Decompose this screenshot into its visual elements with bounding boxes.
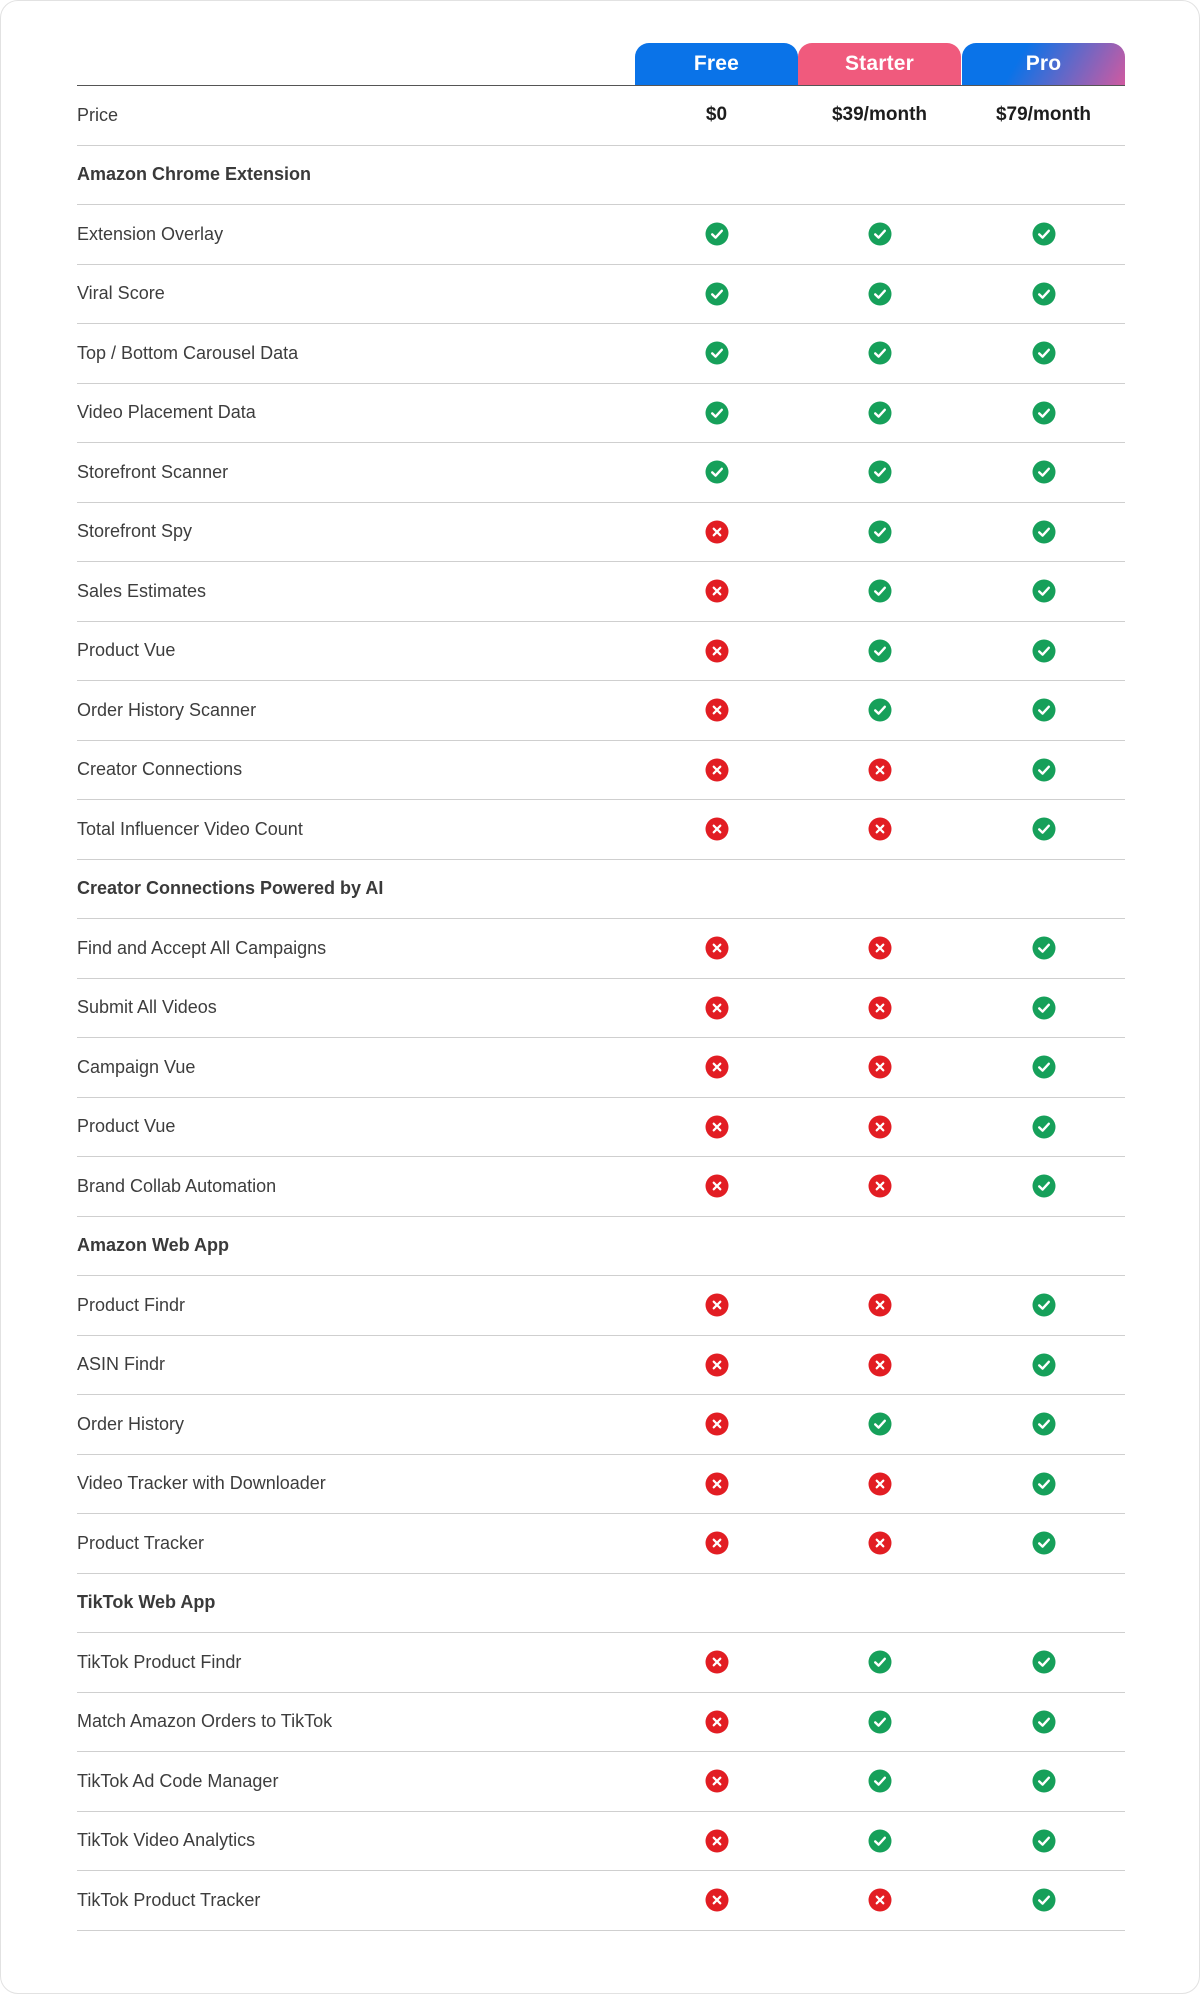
check-icon: [705, 401, 729, 425]
availability-cell-starter: [798, 1514, 961, 1573]
feature-label: Viral Score: [77, 283, 165, 304]
check-icon: [705, 222, 729, 246]
check-icon: [1032, 936, 1056, 960]
check-icon: [868, 401, 892, 425]
cross-icon: [705, 1412, 729, 1436]
check-icon: [868, 282, 892, 306]
availability-cell-starter: [798, 1098, 961, 1157]
availability-cell-starter: [798, 562, 961, 621]
availability-cell-starter: [798, 800, 961, 859]
feature-label: Campaign Vue: [77, 1056, 196, 1077]
feature-row: [77, 979, 1125, 1039]
cross-icon: [705, 1888, 729, 1912]
check-icon: [1032, 401, 1056, 425]
feature-label: Brand Collab Automation: [77, 1175, 277, 1196]
availability-cell-pro: [962, 1276, 1125, 1335]
availability-cell-starter: [798, 503, 961, 562]
feature-row: [77, 1871, 1125, 1931]
check-icon: [1032, 698, 1056, 722]
check-icon: [1032, 1293, 1056, 1317]
availability-cell-free: [635, 1395, 798, 1454]
cross-icon: [705, 1115, 729, 1139]
feature-label: Order History Scanner: [77, 699, 257, 720]
availability-cell-pro: [962, 1455, 1125, 1514]
cross-icon: [705, 520, 729, 544]
feature-row: [77, 1455, 1125, 1515]
cross-icon: [705, 1650, 729, 1674]
availability-cell-starter: [798, 979, 961, 1038]
availability-cell-free: [635, 503, 798, 562]
plan-tab-pro[interactable]: Pro: [962, 43, 1125, 85]
check-icon: [705, 341, 729, 365]
feature-row: [77, 562, 1125, 622]
availability-cell-starter: [798, 1038, 961, 1097]
check-icon: [868, 520, 892, 544]
availability-cell-starter: [798, 443, 961, 502]
feature-label: TikTok Product Findr: [77, 1651, 242, 1672]
section-header-row: [77, 1574, 1125, 1634]
section-title: Amazon Chrome Extension: [77, 164, 312, 185]
availability-cell-pro: [962, 681, 1125, 740]
section-title: Creator Connections Powered by AI: [77, 878, 384, 899]
feature-label: Storefront Scanner: [77, 461, 229, 482]
feature-label: Submit All Videos: [77, 997, 217, 1018]
availability-cell-pro: [962, 1633, 1125, 1692]
feature-row: [77, 1157, 1125, 1217]
availability-cell-starter: [798, 1633, 961, 1692]
feature-row: [77, 622, 1125, 682]
check-icon: [868, 698, 892, 722]
check-icon: [1032, 1115, 1056, 1139]
feature-label: Product Tracker: [77, 1532, 205, 1553]
availability-cell-free: [635, 741, 798, 800]
check-icon: [868, 1412, 892, 1436]
check-icon: [1032, 1888, 1056, 1912]
cross-icon: [705, 1174, 729, 1198]
plan-tab-free[interactable]: Free: [635, 43, 798, 85]
check-icon: [868, 460, 892, 484]
check-icon: [868, 341, 892, 365]
cross-icon: [868, 1531, 892, 1555]
availability-cell-free: [635, 1098, 798, 1157]
price-cell-starter: [798, 86, 961, 145]
availability-cell-free: [635, 265, 798, 324]
feature-row: [77, 324, 1125, 384]
availability-cell-free: [635, 1693, 798, 1752]
check-icon: [868, 639, 892, 663]
availability-cell-pro: [962, 443, 1125, 502]
availability-cell-starter: [798, 1157, 961, 1216]
feature-row: [77, 384, 1125, 444]
availability-cell-free: [635, 622, 798, 681]
cross-icon: [868, 758, 892, 782]
feature-row: [77, 1395, 1125, 1455]
cross-icon: [868, 1888, 892, 1912]
check-icon: [868, 1829, 892, 1853]
feature-label: Storefront Spy: [77, 521, 193, 542]
feature-row: [77, 1633, 1125, 1693]
feature-row: [77, 1752, 1125, 1812]
availability-cell-free: [635, 1455, 798, 1514]
availability-cell-starter: [798, 741, 961, 800]
check-icon: [1032, 1710, 1056, 1734]
section-header-row: [77, 1217, 1125, 1277]
feature-label: Product Findr: [77, 1294, 186, 1315]
availability-cell-starter: [798, 681, 961, 740]
cross-icon: [868, 817, 892, 841]
feature-row: [77, 503, 1125, 563]
check-icon: [868, 222, 892, 246]
cross-icon: [868, 1293, 892, 1317]
cross-icon: [705, 1829, 729, 1853]
check-icon: [1032, 639, 1056, 663]
cross-icon: [705, 698, 729, 722]
availability-cell-free: [635, 1276, 798, 1335]
check-icon: [1032, 1353, 1056, 1377]
cross-icon: [705, 1353, 729, 1377]
check-icon: [1032, 460, 1056, 484]
availability-cell-pro: [962, 1871, 1125, 1930]
feature-label: Video Placement Data: [77, 402, 256, 423]
feature-label: Find and Accept All Campaigns: [77, 937, 327, 958]
check-icon: [1032, 1055, 1056, 1079]
availability-cell-free: [635, 1514, 798, 1573]
availability-cell-pro: [962, 622, 1125, 681]
feature-row: [77, 1693, 1125, 1753]
price-cell-free: [635, 86, 798, 145]
check-icon: [1032, 1650, 1056, 1674]
check-icon: [705, 460, 729, 484]
feature-label: TikTok Ad Code Manager: [77, 1770, 279, 1791]
cross-icon: [705, 639, 729, 663]
availability-cell-starter: [798, 265, 961, 324]
feature-row: [77, 800, 1125, 860]
plan-tab-starter[interactable]: Starter: [798, 43, 961, 85]
feature-row: [77, 205, 1125, 265]
availability-cell-starter: [798, 1395, 961, 1454]
check-icon: [1032, 222, 1056, 246]
feature-row: [77, 1098, 1125, 1158]
feature-label: Total Influencer Video Count: [77, 818, 303, 839]
availability-cell-starter: [798, 1693, 961, 1752]
availability-cell-free: [635, 443, 798, 502]
availability-cell-pro: [962, 384, 1125, 443]
check-icon: [868, 579, 892, 603]
availability-cell-pro: [962, 1038, 1125, 1097]
feature-label: Product Vue: [77, 640, 176, 661]
price-starter: $39/month: [831, 104, 928, 126]
availability-cell-starter: [798, 1336, 961, 1395]
feature-label: TikTok Product Tracker: [77, 1889, 261, 1910]
availability-cell-pro: [962, 562, 1125, 621]
cross-icon: [705, 579, 729, 603]
feature-row: [77, 1514, 1125, 1574]
feature-row: [77, 1336, 1125, 1396]
availability-cell-starter: [798, 1871, 961, 1930]
availability-cell-free: [635, 1633, 798, 1692]
availability-cell-pro: [962, 1098, 1125, 1157]
availability-cell-pro: [962, 741, 1125, 800]
availability-cell-free: [635, 919, 798, 978]
section-header-row: [77, 146, 1125, 206]
cross-icon: [868, 1353, 892, 1377]
feature-label: Video Tracker with Downloader: [77, 1473, 326, 1494]
check-icon: [1032, 520, 1056, 544]
feature-row: [77, 741, 1125, 801]
availability-cell-free: [635, 384, 798, 443]
feature-row: [77, 919, 1125, 979]
cross-icon: [705, 1769, 729, 1793]
feature-label: Match Amazon Orders to TikTok: [77, 1711, 333, 1732]
check-icon: [1032, 758, 1056, 782]
cross-icon: [868, 1055, 892, 1079]
availability-cell-free: [635, 979, 798, 1038]
check-icon: [705, 282, 729, 306]
check-icon: [1032, 996, 1056, 1020]
feature-row: [77, 681, 1125, 741]
feature-label: Sales Estimates: [77, 580, 207, 601]
check-icon: [1032, 1472, 1056, 1496]
availability-cell-pro: [962, 205, 1125, 264]
availability-cell-starter: [798, 324, 961, 383]
availability-cell-pro: [962, 324, 1125, 383]
availability-cell-free: [635, 1038, 798, 1097]
availability-cell-pro: [962, 1752, 1125, 1811]
cross-icon: [705, 758, 729, 782]
check-icon: [1032, 1174, 1056, 1198]
availability-cell-free: [635, 1871, 798, 1930]
price-cell-pro: [962, 86, 1125, 145]
feature-label: Extension Overlay: [77, 223, 224, 244]
availability-cell-starter: [798, 1752, 961, 1811]
availability-cell-pro: [962, 1514, 1125, 1573]
check-icon: [868, 1710, 892, 1734]
check-icon: [1032, 282, 1056, 306]
availability-cell-pro: [962, 979, 1125, 1038]
availability-cell-pro: [962, 1395, 1125, 1454]
feature-row: [77, 1812, 1125, 1872]
feature-label: Order History: [77, 1413, 185, 1434]
cross-icon: [868, 1472, 892, 1496]
availability-cell-free: [635, 681, 798, 740]
check-icon: [1032, 341, 1056, 365]
cross-icon: [705, 1055, 729, 1079]
check-icon: [1032, 579, 1056, 603]
check-icon: [1032, 1531, 1056, 1555]
cross-icon: [868, 936, 892, 960]
feature-label: Product Vue: [77, 1116, 176, 1137]
availability-cell-starter: [798, 1455, 961, 1514]
availability-cell-starter: [798, 1812, 961, 1871]
section-header-row: [77, 860, 1125, 920]
availability-cell-free: [635, 562, 798, 621]
availability-cell-pro: [962, 1336, 1125, 1395]
section-title: TikTok Web App: [77, 1592, 216, 1613]
check-icon: [868, 1650, 892, 1674]
availability-cell-free: [635, 324, 798, 383]
feature-label: Top / Bottom Carousel Data: [77, 342, 299, 363]
cross-icon: [705, 1472, 729, 1496]
feature-row: [77, 265, 1125, 325]
cross-icon: [705, 1293, 729, 1317]
price-pro: $79/month: [995, 104, 1092, 126]
cross-icon: [705, 936, 729, 960]
price-free: $0: [705, 104, 728, 126]
availability-cell-pro: [962, 1812, 1125, 1871]
feature-row: [77, 443, 1125, 503]
availability-cell-free: [635, 205, 798, 264]
section-title: Amazon Web App: [77, 1235, 229, 1256]
cross-icon: [705, 817, 729, 841]
check-icon: [1032, 1829, 1056, 1853]
availability-cell-pro: [962, 503, 1125, 562]
feature-row: [77, 1038, 1125, 1098]
availability-cell-pro: [962, 919, 1125, 978]
availability-cell-pro: [962, 800, 1125, 859]
pricing-comparison-table: [77, 43, 1125, 1931]
feature-row: [77, 1276, 1125, 1336]
availability-cell-pro: [962, 265, 1125, 324]
availability-cell-pro: [962, 1693, 1125, 1752]
availability-cell-starter: [798, 205, 961, 264]
plan-header-row: [77, 43, 1125, 86]
availability-cell-starter: [798, 919, 961, 978]
feature-label: ASIN Findr: [77, 1354, 166, 1375]
cross-icon: [705, 996, 729, 1020]
check-icon: [1032, 817, 1056, 841]
cross-icon: [868, 996, 892, 1020]
feature-rows: [77, 146, 1125, 1931]
check-icon: [868, 1769, 892, 1793]
availability-cell-free: [635, 1812, 798, 1871]
cross-icon: [868, 1174, 892, 1198]
feature-label: Creator Connections: [77, 759, 243, 780]
availability-cell-free: [635, 800, 798, 859]
cross-icon: [705, 1710, 729, 1734]
availability-cell-pro: [962, 1157, 1125, 1216]
availability-cell-starter: [798, 622, 961, 681]
availability-cell-free: [635, 1157, 798, 1216]
check-icon: [1032, 1412, 1056, 1436]
check-icon: [1032, 1769, 1056, 1793]
price-label: Price: [77, 104, 119, 125]
cross-icon: [868, 1115, 892, 1139]
availability-cell-starter: [798, 384, 961, 443]
availability-cell-free: [635, 1336, 798, 1395]
cross-icon: [705, 1531, 729, 1555]
availability-cell-free: [635, 1752, 798, 1811]
feature-label: TikTok Video Analytics: [77, 1830, 256, 1851]
availability-cell-starter: [798, 1276, 961, 1335]
price-row: [77, 86, 1125, 146]
